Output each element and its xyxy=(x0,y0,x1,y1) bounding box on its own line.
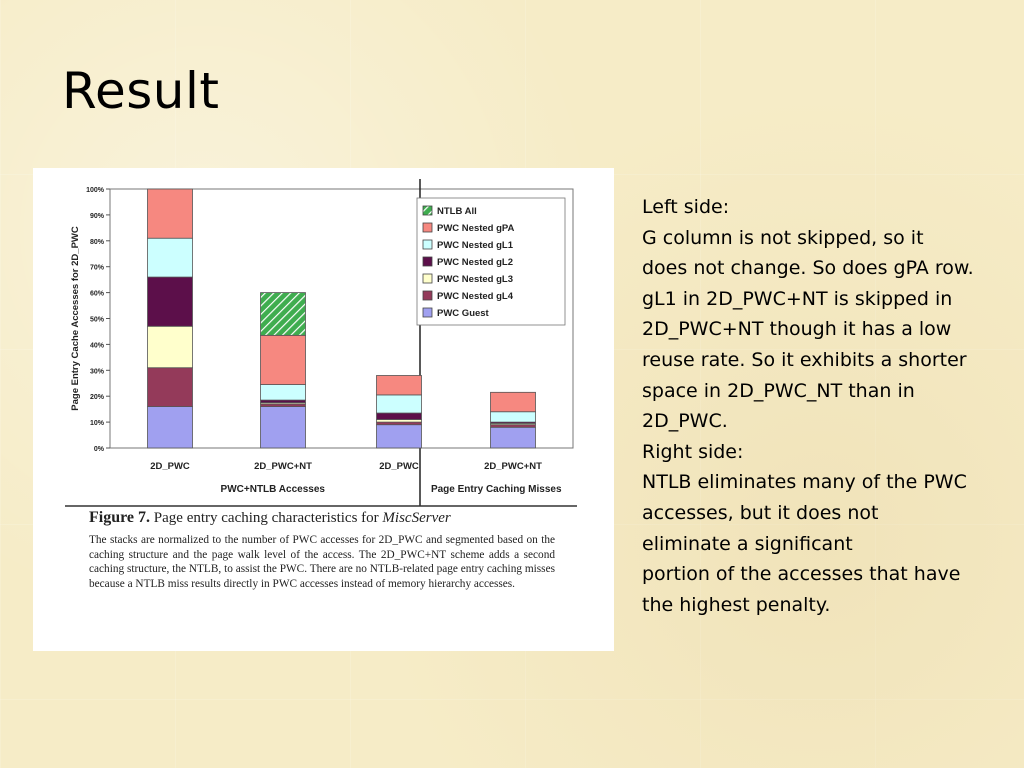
bar-segment xyxy=(377,425,422,448)
legend-swatch xyxy=(423,257,432,266)
caption-heading xyxy=(89,509,555,527)
bar-segment xyxy=(148,238,193,277)
y-axis-label: Page Entry Cache Accesses for 2D_PWC xyxy=(70,226,81,411)
notes-line: 2D_PWC+NT though it has a low xyxy=(642,318,952,341)
bar-segment xyxy=(148,277,193,326)
caption-figure-label: Figure 7. xyxy=(89,509,151,526)
notes-line: eliminate a significant xyxy=(642,532,853,555)
figure-caption xyxy=(89,509,555,591)
notes-text xyxy=(642,192,1012,620)
y-tick-label: 0% xyxy=(93,446,104,453)
notes-line: G column is not skipped, so it xyxy=(642,226,924,249)
bar-segment xyxy=(148,189,193,238)
notes-line: Right side: xyxy=(642,440,744,463)
bar-segment xyxy=(491,412,536,422)
notes-line: NTLB eliminates many of the PWC xyxy=(642,471,967,494)
bar-segment xyxy=(261,293,306,336)
legend-swatch xyxy=(423,240,432,249)
notes-line: 2D_PWC. xyxy=(642,410,728,433)
x-tick-label: 2D_PWC xyxy=(150,461,190,472)
legend-swatch xyxy=(423,291,432,300)
stacked-bar-chart xyxy=(33,168,614,513)
bar-segment xyxy=(148,326,193,367)
y-tick-label: 30% xyxy=(89,368,104,376)
bar-segment xyxy=(491,392,536,411)
notes-line: does not change. So does gPA row. xyxy=(642,257,974,280)
legend-swatch xyxy=(423,223,432,232)
slide-title: Result xyxy=(62,62,220,120)
legend-label: PWC Nested gL4 xyxy=(437,291,514,302)
caption-title-italic: MiscServer xyxy=(382,510,451,526)
y-tick-label: 20% xyxy=(89,394,104,402)
y-tick-label: 40% xyxy=(89,342,104,350)
bar-segment xyxy=(261,335,306,384)
legend-label: PWC Nested gL3 xyxy=(437,274,514,285)
y-tick-label: 50% xyxy=(89,316,104,324)
legend-label: PWC Nested gPA xyxy=(437,223,515,234)
notes-line: the highest penalty. xyxy=(642,593,831,616)
bar-segment xyxy=(377,375,422,394)
y-tick-label: 10% xyxy=(89,420,104,428)
notes-line: accesses, but it does not xyxy=(642,501,879,524)
y-tick-label: 100% xyxy=(86,187,104,194)
legend-label: PWC Guest xyxy=(437,308,489,319)
bar-segment xyxy=(148,407,193,448)
y-tick-label: 60% xyxy=(89,290,104,298)
legend-label: PWC Nested gL2 xyxy=(437,257,514,268)
figure-panel xyxy=(33,168,614,651)
legend-label: PWC Nested gL1 xyxy=(437,240,514,251)
notes-line: portion of the accesses that have xyxy=(642,563,961,586)
caption-title: Page entry caching characteristics for xyxy=(153,510,379,526)
notes-line: Left side: xyxy=(642,196,730,218)
notes-line: gL1 in 2D_PWC+NT is skipped in xyxy=(642,287,953,310)
x-tick-label: 2D_PWC+NT xyxy=(254,461,312,472)
caption-body: The stacks are normalized to the number of PWC accesses for 2D_PWC and segmented based on the caching structure and the page walk level of the access. The 2D_PWC+NT scheme adds a second caching structure, the NTLB, to assist the PWC. There are no NTLB-related page entry caching misses because a NTLB miss results directly in PWC accesses instead of memory hierarchy accesses. xyxy=(89,534,555,590)
legend-swatch xyxy=(423,274,432,283)
legend-swatch xyxy=(423,308,432,317)
group-label: Page Entry Caching Misses xyxy=(430,484,562,495)
bar-segment xyxy=(377,395,422,413)
bar-segment xyxy=(148,368,193,407)
bar-segment xyxy=(261,385,306,401)
legend-swatch xyxy=(423,206,432,215)
x-tick-label: 2D_PWC xyxy=(379,461,419,472)
notes-line: space in 2D_PWC_NT than in xyxy=(642,379,915,402)
y-tick-label: 90% xyxy=(89,212,104,220)
bar-segment xyxy=(261,407,306,448)
legend-label: NTLB All xyxy=(437,206,477,217)
y-tick-label: 70% xyxy=(89,264,104,272)
bar-segment xyxy=(377,413,422,419)
group-label: PWC+NTLB Accesses xyxy=(220,484,325,495)
bar-segment xyxy=(491,427,536,448)
notes-line: reuse rate. So it exhibits a shorter xyxy=(642,348,967,371)
y-tick-label: 80% xyxy=(89,238,104,246)
x-tick-label: 2D_PWC+NT xyxy=(484,461,542,472)
